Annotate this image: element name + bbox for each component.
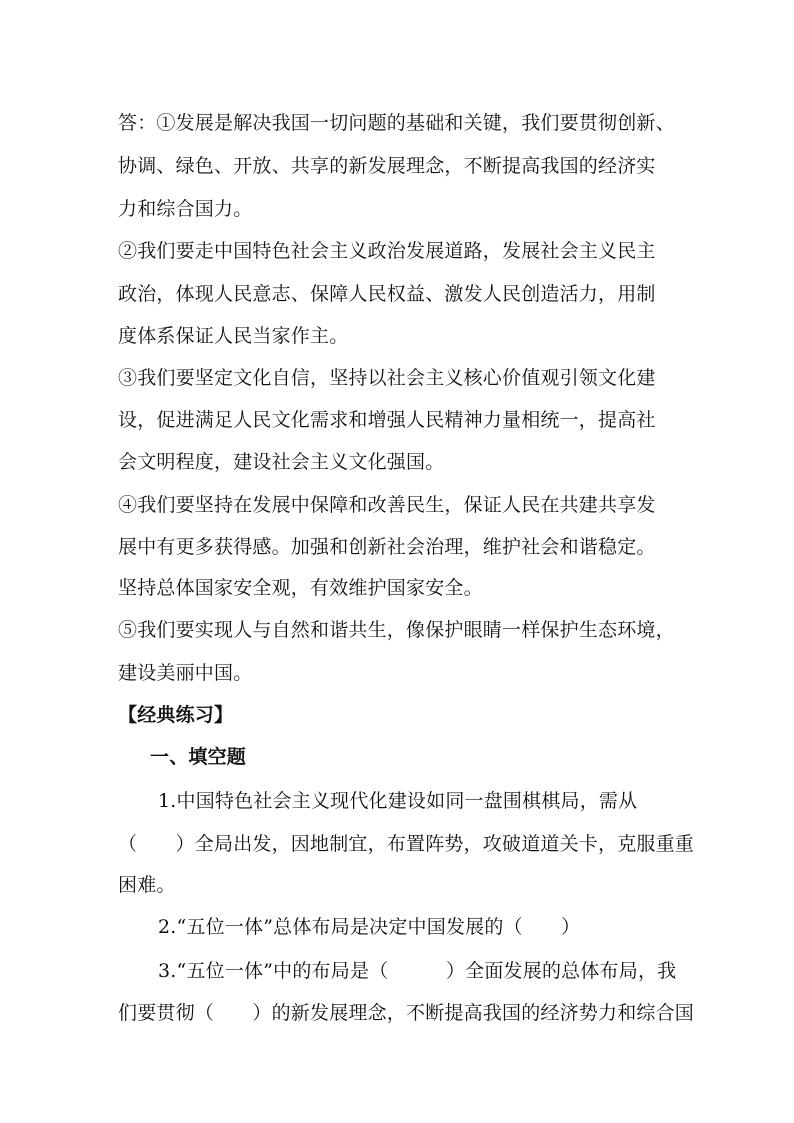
answer-line-14: 建设美丽中国。 bbox=[118, 662, 253, 684]
section-title: 【经典练习】 bbox=[118, 704, 234, 726]
answer-line-11: 展中有更多获得感。加强和创新社会治理，维护社会和谐稳定。 bbox=[118, 536, 656, 558]
subsection-title: 一、填空题 bbox=[150, 746, 247, 768]
answer-line-9: 会文明程度，建设社会主义文化强国。 bbox=[118, 451, 445, 473]
question-1-line-3: 困难。 bbox=[118, 874, 176, 896]
question-2: 2.“五位一体”总体布局是决定中国发展的（ ） bbox=[158, 916, 581, 938]
question-1-line-2: （ ）全局出发，因地制宜，布置阵势，攻破道道关卡，克服重重 bbox=[118, 833, 695, 855]
answer-line-4: ②我们要走中国特色社会主义政治发展道路，发展社会主义民主 bbox=[118, 240, 656, 262]
answer-line-1: 答：①发展是解决我国一切问题的基础和关键，我们要贯彻创新、 bbox=[118, 112, 675, 134]
answer-line-3: 力和综合国力。 bbox=[118, 198, 253, 220]
answer-line-10: ④我们要坚持在发展中保障和改善民生，保证人民在共建共享发 bbox=[118, 494, 656, 516]
answer-line-6: 度体系保证人民当家作主。 bbox=[118, 325, 349, 347]
question-1-line-1: 1.中国特色社会主义现代化建设如同一盘围棋棋局，需从 bbox=[158, 790, 638, 812]
answer-line-13: ⑤我们要实现人与自然和谐共生，像保护眼睛一样保护生态环境， bbox=[118, 619, 675, 641]
answer-line-2: 协调、绿色、开放、共享的新发展理念，不断提高我国的经济实 bbox=[118, 155, 656, 177]
answer-line-8: 设，促进满足人民文化需求和增强人民精神力量相统一，提高社 bbox=[118, 409, 656, 431]
question-3-line-2: 们要贯彻（ ）的新发展理念，不断提高我国的经济势力和综合国 bbox=[118, 1002, 695, 1024]
answer-line-7: ③我们要坚定文化自信，坚持以社会主义核心价值观引领文化建 bbox=[118, 367, 656, 389]
answer-line-5: 政治，体现人民意志、保障人民权益、激发人民创造活力，用制 bbox=[118, 283, 656, 305]
answer-line-12: 坚持总体国家安全观，有效维护国家安全。 bbox=[118, 577, 483, 599]
question-3-line-1: 3.“五位一体”中的布局是（ ）全面发展的总体布局，我 bbox=[158, 960, 677, 982]
